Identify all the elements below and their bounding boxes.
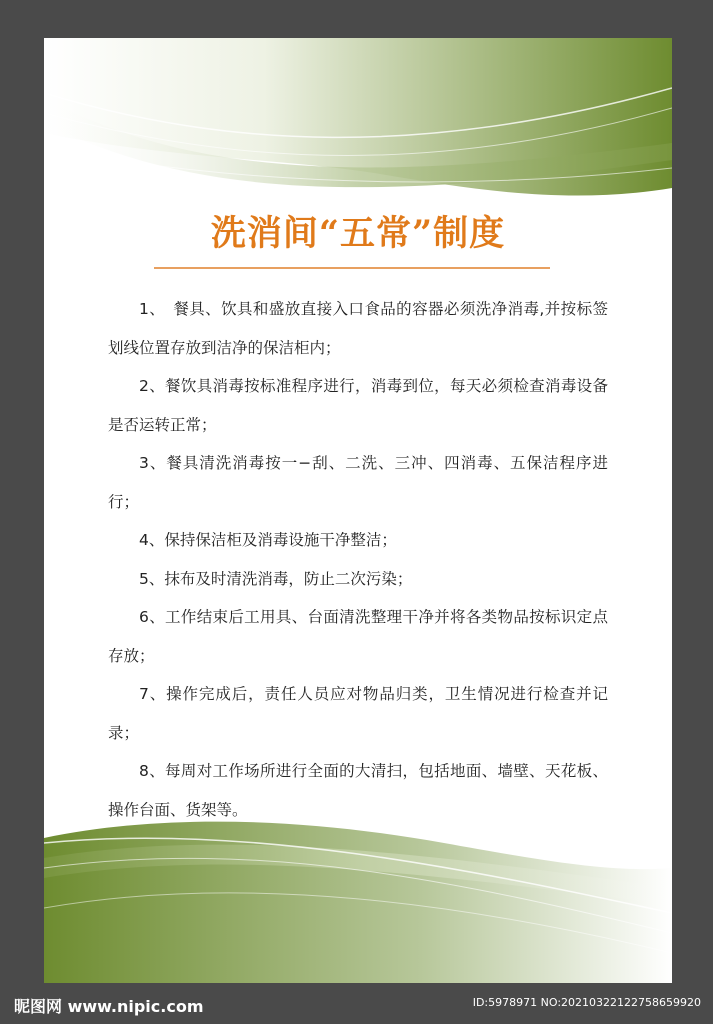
top-wave-decoration — [44, 38, 672, 208]
rules-list — [108, 290, 608, 829]
rule-item: 1、 餐具、饮具和盛放直接入口食品的容器必须洗净消毒,并按标签划线位置存放到洁净的保洁柜内； — [108, 300, 608, 357]
rule-item: 5、抹布及时清洗消毒，防止二次污染； — [139, 569, 413, 588]
poster-title: 洗消间“五常”制度 — [210, 213, 506, 254]
rule-item: 8、每周对工作场所进行全面的大清扫，包括地面、墙壁、天花板、操作台面、货架等。 — [108, 762, 608, 819]
poster — [44, 38, 672, 983]
rule-item: 7、操作完成后，责任人员应对物品归类，卫生情况进行检查并记录； — [108, 685, 608, 742]
rule-item: 3、餐具清洗消毒按一−刮、二洗、三冲、四消毒、五保洁程序进行； — [108, 454, 608, 511]
site-watermark: 昵图网 www.nipic.com — [14, 997, 204, 1016]
rule-item: 6、工作结束后工用具、台面清洗整理干净并将各类物品按标识定点存放； — [108, 608, 608, 665]
bottom-wave-decoration — [44, 813, 672, 983]
title-underline — [154, 267, 550, 269]
rule-item: 2、餐饮具消毒按标准程序进行，消毒到位，每天必须检查消毒设备是否运转正常； — [108, 377, 608, 434]
rule-item: 4、保持保洁柜及消毒设施干净整洁； — [139, 531, 397, 549]
image-id-text: ID:5978971 NO:20210322122758659920 — [472, 996, 701, 1009]
